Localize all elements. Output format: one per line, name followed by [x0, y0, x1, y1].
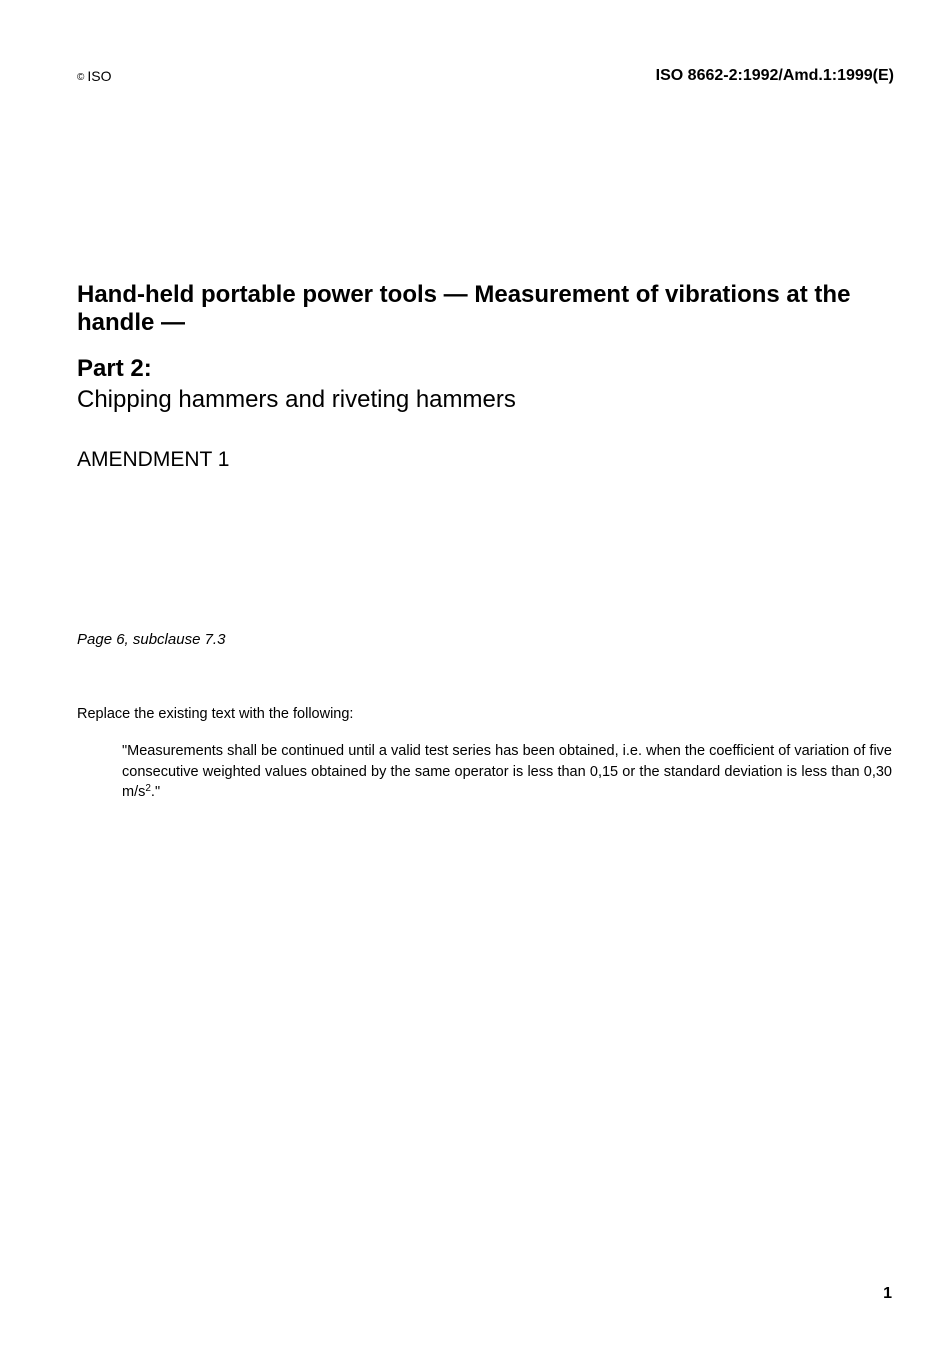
replacement-text-end: ." — [150, 784, 161, 800]
document-title: Hand-held portable power tools — Measurement of vibrations at the handle — — [77, 281, 851, 336]
page-number: 1 — [883, 1285, 892, 1302]
subclause-reference: Page 6, subclause 7.3 — [77, 631, 226, 648]
amendment-instruction: Replace the existing text with the following: — [77, 706, 354, 722]
replacement-text — [122, 741, 892, 803]
organization-name: ISO — [87, 68, 112, 84]
header-copyright — [77, 68, 112, 86]
amendment-label: AMENDMENT 1 — [77, 448, 230, 471]
replacement-text-main: "Measurements shall be continued until a valid test series has been obtained, i.e. when the coefficient of variation of five consecutive weighted values obtained by the same operator is less than 0,15 or the standard deviation is less than 0,30 m/s — [122, 743, 892, 800]
part-title: Chipping hammers and riveting hammers — [77, 386, 516, 413]
part-label: Part 2: — [77, 355, 152, 382]
unit-superscript: 2 — [145, 783, 151, 794]
copyright-symbol: © — [77, 72, 85, 83]
document-identifier: ISO 8662-2:1992/Amd.1:1999(E) — [655, 67, 894, 84]
